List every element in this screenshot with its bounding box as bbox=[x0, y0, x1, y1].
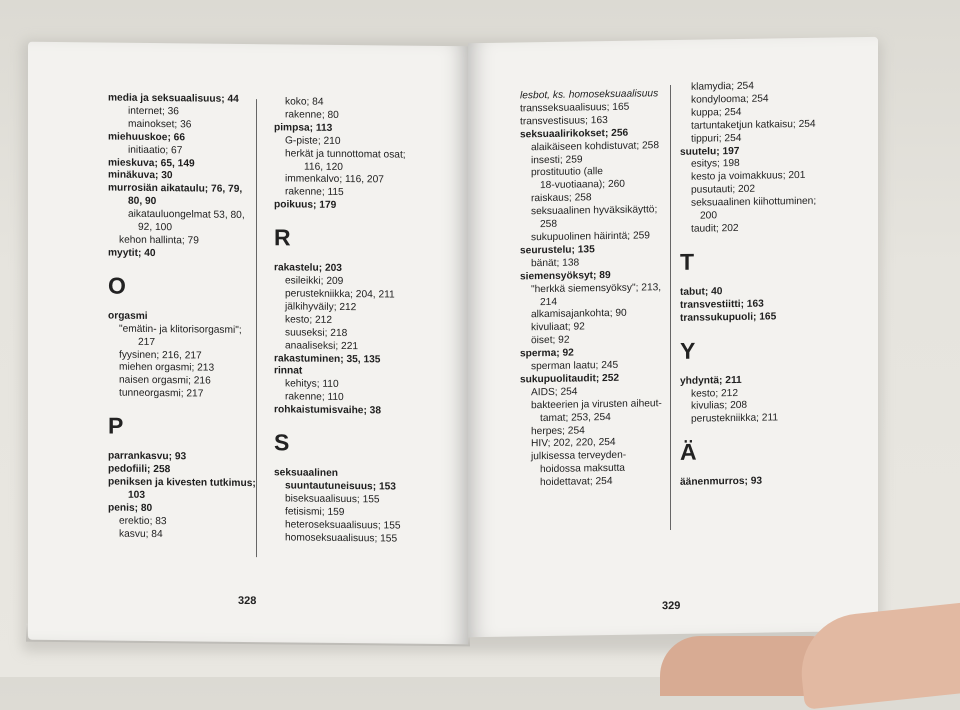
index-sub-entry: transseksuaalisuus; 165 bbox=[520, 101, 630, 115]
index-sub-entry: kondylooma; 254 bbox=[691, 93, 769, 106]
index-main-entry: seksuaalinen bbox=[274, 467, 338, 479]
index-sub-entry: 217 bbox=[138, 336, 155, 348]
index-sub-entry: kasvu; 84 bbox=[119, 528, 163, 540]
index-main-entry: penis; 80 bbox=[108, 502, 153, 514]
index-sub-entry: julkisessa terveyden- bbox=[531, 450, 627, 463]
index-sub-entry: internet; 36 bbox=[128, 105, 179, 118]
index-main-entry: suuntautuneisuus; 153 bbox=[285, 480, 396, 493]
index-main-entry: rinnat bbox=[274, 365, 303, 377]
index-sub-entry: naisen orgasmi; 216 bbox=[119, 374, 211, 387]
index-sub-entry: insesti; 259 bbox=[531, 153, 583, 166]
index-letter-heading: Y bbox=[680, 337, 696, 364]
index-sub-entry: koko; 84 bbox=[285, 96, 324, 108]
index-sub-entry: tunneorgasmi; 217 bbox=[119, 387, 204, 400]
index-sub-entry: heteroseksuaalisuus; 155 bbox=[285, 519, 401, 532]
index-sub-entry: G-piste; 210 bbox=[285, 135, 341, 147]
index-sub-entry: rakenne; 110 bbox=[285, 391, 344, 404]
index-sub-entry: jälkihyväily; 212 bbox=[285, 301, 357, 314]
index-sub-entry: herkät ja tunnottomat osat; bbox=[285, 148, 406, 161]
index-main-entry: media ja seksuaalisuus; 44 bbox=[108, 92, 239, 105]
index-sub-entry: lesbot, ks. homoseksuaalisuus bbox=[520, 88, 659, 102]
index-sub-entry: kesto; 212 bbox=[285, 314, 333, 326]
index-sub-entry: alkamisajankohta; 90 bbox=[531, 308, 627, 321]
index-main-entry: parrankasvu; 93 bbox=[108, 450, 187, 463]
index-sub-entry: immenkalvo; 116, 207 bbox=[285, 173, 384, 186]
index-main-entry: rakastelu; 203 bbox=[274, 262, 342, 275]
index-sub-entry: 200 bbox=[700, 210, 717, 222]
index-main-entry: suutelu; 197 bbox=[680, 145, 740, 158]
index-main-entry: peniksen ja kivesten tutkimus; bbox=[108, 476, 256, 490]
index-sub-entry: aikatauluongelmat 53, 80, bbox=[128, 208, 245, 222]
right-index-column-2 bbox=[680, 80, 816, 490]
index-sub-entry: 18-vuotiaana); 260 bbox=[540, 179, 625, 192]
column-divider-right bbox=[670, 85, 671, 530]
page-number-right: 329 bbox=[662, 599, 681, 613]
index-sub-entry: perustekniikka; 211 bbox=[691, 412, 779, 426]
index-main-entry: sukupuolitaudit; 252 bbox=[520, 372, 620, 386]
index-sub-entry: suuseksi; 218 bbox=[285, 327, 348, 339]
left-page bbox=[28, 42, 468, 645]
index-letter-heading: Ä bbox=[680, 438, 697, 466]
index-sub-entry: homoseksuaalisuus; 155 bbox=[285, 531, 398, 545]
index-main-entry: sperma; 92 bbox=[520, 347, 574, 360]
index-sub-entry: kesto; 212 bbox=[691, 387, 739, 400]
index-main-entry: pedofiili; 258 bbox=[108, 463, 171, 476]
index-main-entry: rohkaistumisvaihe; 38 bbox=[274, 404, 382, 417]
index-letter-heading: O bbox=[108, 272, 126, 299]
index-main-entry: pimpsa; 113 bbox=[274, 122, 333, 134]
index-sub-entry: seksuaalinen hyväksikäyttö; bbox=[531, 204, 658, 218]
index-sub-entry: klamydia; 254 bbox=[691, 80, 754, 93]
index-sub-entry: esileikki; 209 bbox=[285, 275, 344, 288]
index-sub-entry: kivuliaat; 92 bbox=[531, 321, 585, 334]
index-letter-heading: P bbox=[108, 412, 124, 439]
index-sub-entry: taudit; 202 bbox=[691, 222, 739, 235]
index-sub-entry: fetisismi; 159 bbox=[285, 506, 345, 518]
index-sub-entry: hoidossa maksutta bbox=[540, 463, 625, 476]
index-sub-entry: esitys; 198 bbox=[691, 158, 740, 171]
right-page bbox=[468, 37, 878, 637]
index-sub-entry: HIV; 202, 220, 254 bbox=[531, 437, 616, 450]
index-main-entry: murrosiän aikataulu; 76, 79, bbox=[108, 182, 243, 196]
index-main-entry: äänenmurros; 93 bbox=[680, 475, 763, 489]
left-index-column-2 bbox=[274, 96, 406, 546]
index-sub-entry: sukupuolinen häirintä; 259 bbox=[531, 230, 650, 244]
index-sub-entry: 116, 120 bbox=[304, 161, 343, 173]
index-letter-heading: S bbox=[274, 429, 290, 456]
index-main-entry: orgasmi bbox=[108, 310, 148, 322]
page-number-left: 328 bbox=[238, 594, 257, 608]
index-sub-entry: öiset; 92 bbox=[531, 334, 570, 347]
index-sub-entry: "emätin- ja klitorisorgasmi"; bbox=[119, 323, 242, 336]
index-sub-entry: herpes; 254 bbox=[531, 424, 585, 437]
index-letter-heading: R bbox=[274, 224, 291, 251]
index-sub-entry: bakteerien ja virusten aiheut- bbox=[531, 397, 662, 411]
index-sub-entry: 214 bbox=[540, 296, 557, 308]
index-sub-entry: kivulias; 208 bbox=[691, 400, 748, 413]
index-sub-entry: erektio; 83 bbox=[119, 515, 167, 527]
index-main-entry: seurustelu; 135 bbox=[520, 244, 595, 257]
index-sub-entry: rakenne; 115 bbox=[285, 186, 344, 199]
index-sub-entry: kesto ja voimakkuus; 201 bbox=[691, 170, 806, 184]
index-sub-entry: rakenne; 80 bbox=[285, 109, 339, 121]
index-main-entry: transvestiitti; 163 bbox=[680, 298, 764, 311]
index-sub-entry: transvestisuus; 163 bbox=[520, 114, 608, 128]
index-main-entry: 103 bbox=[128, 489, 145, 501]
column-divider-left bbox=[256, 99, 257, 557]
index-sub-entry: fyysinen; 216, 217 bbox=[119, 349, 202, 362]
index-sub-entry: bänät; 138 bbox=[531, 257, 580, 270]
index-sub-entry: AIDS; 254 bbox=[531, 386, 578, 399]
index-main-entry: seksuaalirikokset; 256 bbox=[520, 127, 629, 141]
index-sub-entry: mainokset; 36 bbox=[128, 118, 192, 131]
index-sub-entry: anaaliseksi; 221 bbox=[285, 339, 359, 352]
index-sub-entry: alaikäiseen kohdistuvat; 258 bbox=[531, 139, 659, 153]
index-main-entry: poikuus; 179 bbox=[274, 199, 337, 212]
index-main-entry: miehuuskoe; 66 bbox=[108, 131, 185, 144]
index-sub-entry: biseksuaalisuus; 155 bbox=[285, 493, 380, 506]
index-sub-entry: kehon hallinta; 79 bbox=[119, 234, 199, 247]
index-sub-entry: tamat; 253, 254 bbox=[540, 411, 611, 424]
left-index-column-1 bbox=[108, 93, 256, 543]
index-sub-entry: tippuri; 254 bbox=[691, 132, 742, 145]
index-sub-entry: sperman laatu; 245 bbox=[531, 359, 619, 373]
index-main-entry: minäkuva; 30 bbox=[108, 169, 173, 182]
index-sub-entry: 258 bbox=[540, 218, 557, 231]
index-main-entry: transsukupuoli; 165 bbox=[680, 311, 777, 324]
index-main-entry: yhdyntä; 211 bbox=[680, 374, 742, 387]
index-sub-entry: kuppa; 254 bbox=[691, 106, 742, 119]
index-sub-entry: raiskaus; 258 bbox=[531, 192, 592, 205]
index-sub-entry: hoidettavat; 254 bbox=[540, 476, 613, 489]
index-main-entry: rakastuminen; 35, 135 bbox=[274, 352, 381, 365]
index-sub-entry: tartuntaketjun katkaisu; 254 bbox=[691, 118, 816, 132]
index-main-entry: siemensyöksyt; 89 bbox=[520, 269, 611, 283]
index-sub-entry: "herkkä siemensyöksy"; 213, bbox=[531, 281, 662, 295]
index-letter-heading: T bbox=[680, 248, 695, 275]
index-sub-entry: miehen orgasmi; 213 bbox=[119, 362, 215, 375]
index-sub-entry: perustekniikka; 204, 211 bbox=[285, 288, 395, 301]
index-main-entry: myytit; 40 bbox=[108, 247, 156, 259]
right-index-column-1 bbox=[520, 88, 662, 490]
index-sub-entry: seksuaalinen kiihottuminen; bbox=[691, 195, 817, 209]
index-sub-entry: prostituutio (alle bbox=[531, 166, 603, 179]
index-sub-entry: pusutauti; 202 bbox=[691, 183, 756, 196]
index-main-entry: tabut; 40 bbox=[680, 286, 723, 298]
index-main-entry: 80, 90 bbox=[128, 195, 157, 208]
index-main-entry: mieskuva; 65, 149 bbox=[108, 157, 195, 169]
index-sub-entry: 92, 100 bbox=[138, 221, 172, 234]
index-sub-entry: kehitys; 110 bbox=[285, 378, 339, 391]
index-sub-entry: initiaatio; 67 bbox=[128, 144, 183, 156]
